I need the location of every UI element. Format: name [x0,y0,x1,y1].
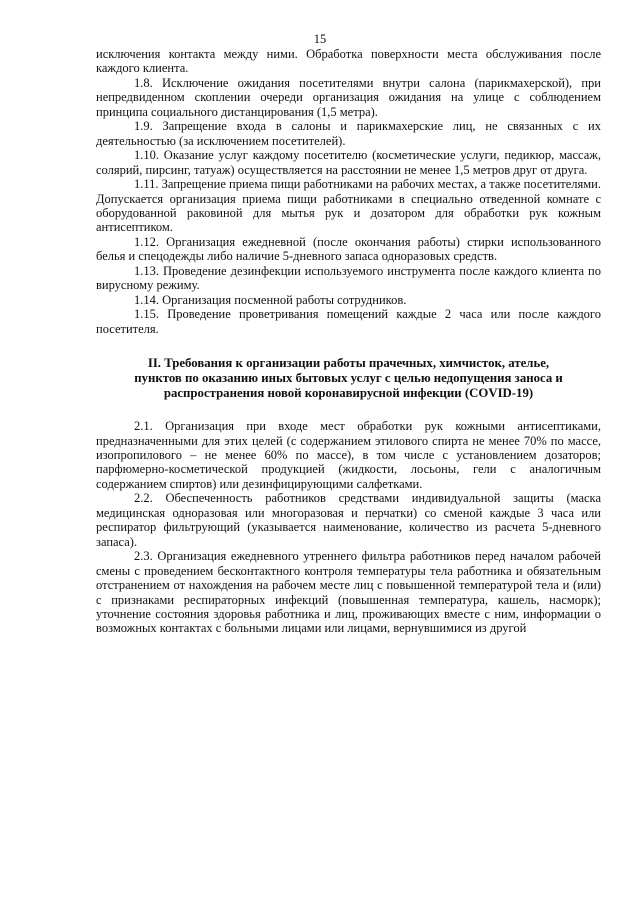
heading-spacer [96,401,601,419]
section-heading [96,356,601,401]
paragraph-1-15: 1.15. Проведение проветривания помещений каждые 2 часа или после каждого посетителя. [96,307,601,336]
paragraph-2-3: 2.3. Организация ежедневного утреннего фильтра работников перед началом рабочей смены с проведением бесконтактного контроля температуры тела работника и обязательным отстранением от нахождения на рабочем месте лиц с повышенной температурой тела и (или) с признаками респираторных инфекций (повышенная температура, кашель, насморк); уточнение состояния здоровья работника и лиц, проживающих вместе с ним, информации о возможных контактах с больными лицами или лицами, вернувшимися из другой [96,549,601,636]
paragraph-1-10: 1.10. Оказание услуг каждому посетителю (косметические услуги, педикюр, массаж, солярий, пирсинг, татуаж) осуществляется на расстоянии не менее 1,5 метров друг от друга. [96,148,601,177]
paragraph-2-1: 2.1. Организация при входе мест обработки рук кожными антисептиками, предназначенными для этих целей (с содержанием этилового спирта не менее 70% по массе, изопропилового – не менее 60% по массе), в том числе с установлением дозаторов; парфюмерно-косметической продукцией (жидкости, лосьоны, гели с аналогичным содержанием спиртов) или дезинфицирующими салфетками. [96,419,601,491]
paragraph-1-11: 1.11. Запрещение приема пищи работниками на рабочих местах, а также посетителями. Допускается организация приема пищи работниками в специально отведенной комнате с оборудованной раковиной для мытья рук и дозатором для обработки рук кожным антисептиком. [96,177,601,235]
document-body [96,47,601,636]
paragraph-1-13: 1.13. Проведение дезинфекции используемого инструмента после каждого клиента по вирусному режиму. [96,263,601,293]
section-heading-line-3: распространения новой коронавирусной инфекции (COVID-19) [163,386,534,401]
paragraph-continuation: исключения контакта между ними. Обработка поверхности места обслуживания после каждого клиента. [96,47,601,76]
section-heading-line-2: пунктов по оказанию иных бытовых услуг с целью недопущения заноса и [134,371,563,386]
paragraph-1-9: 1.9. Запрещение входа в салоны и парикмахерские лиц, не связанных с их деятельностью (за исключением посетителей). [96,119,601,148]
paragraph-1-8: 1.8. Исключение ожидания посетителями внутри салона (парикмахерской), при непредвиденном скоплении очереди организация ожидания на улице с соблюдением принципа социального дистанцирования (1,5 метра). [96,75,601,119]
section-heading-line-1: II. Требования к организации работы прачечных, химчисток, ателье, [147,356,550,371]
paragraph-2-2: 2.2. Обеспеченность работников средствами индивидуальной защиты (маска медицинская одноразовая или многоразовая и перчатки) со сменой каждые 3 часа или респиратор фильтрующий (указывается наименование, количество из расчета 5-дневного запаса). [96,491,601,549]
paragraph-1-12: 1.12. Организация ежедневной (после окончания работы) стирки использованного белья и спецодежды либо наличие 5-дневного запаса одноразовых средств. [96,234,601,264]
paragraph-1-14: 1.14. Организация посменной работы сотрудников. [134,292,407,307]
page-number: 15 [313,32,327,46]
